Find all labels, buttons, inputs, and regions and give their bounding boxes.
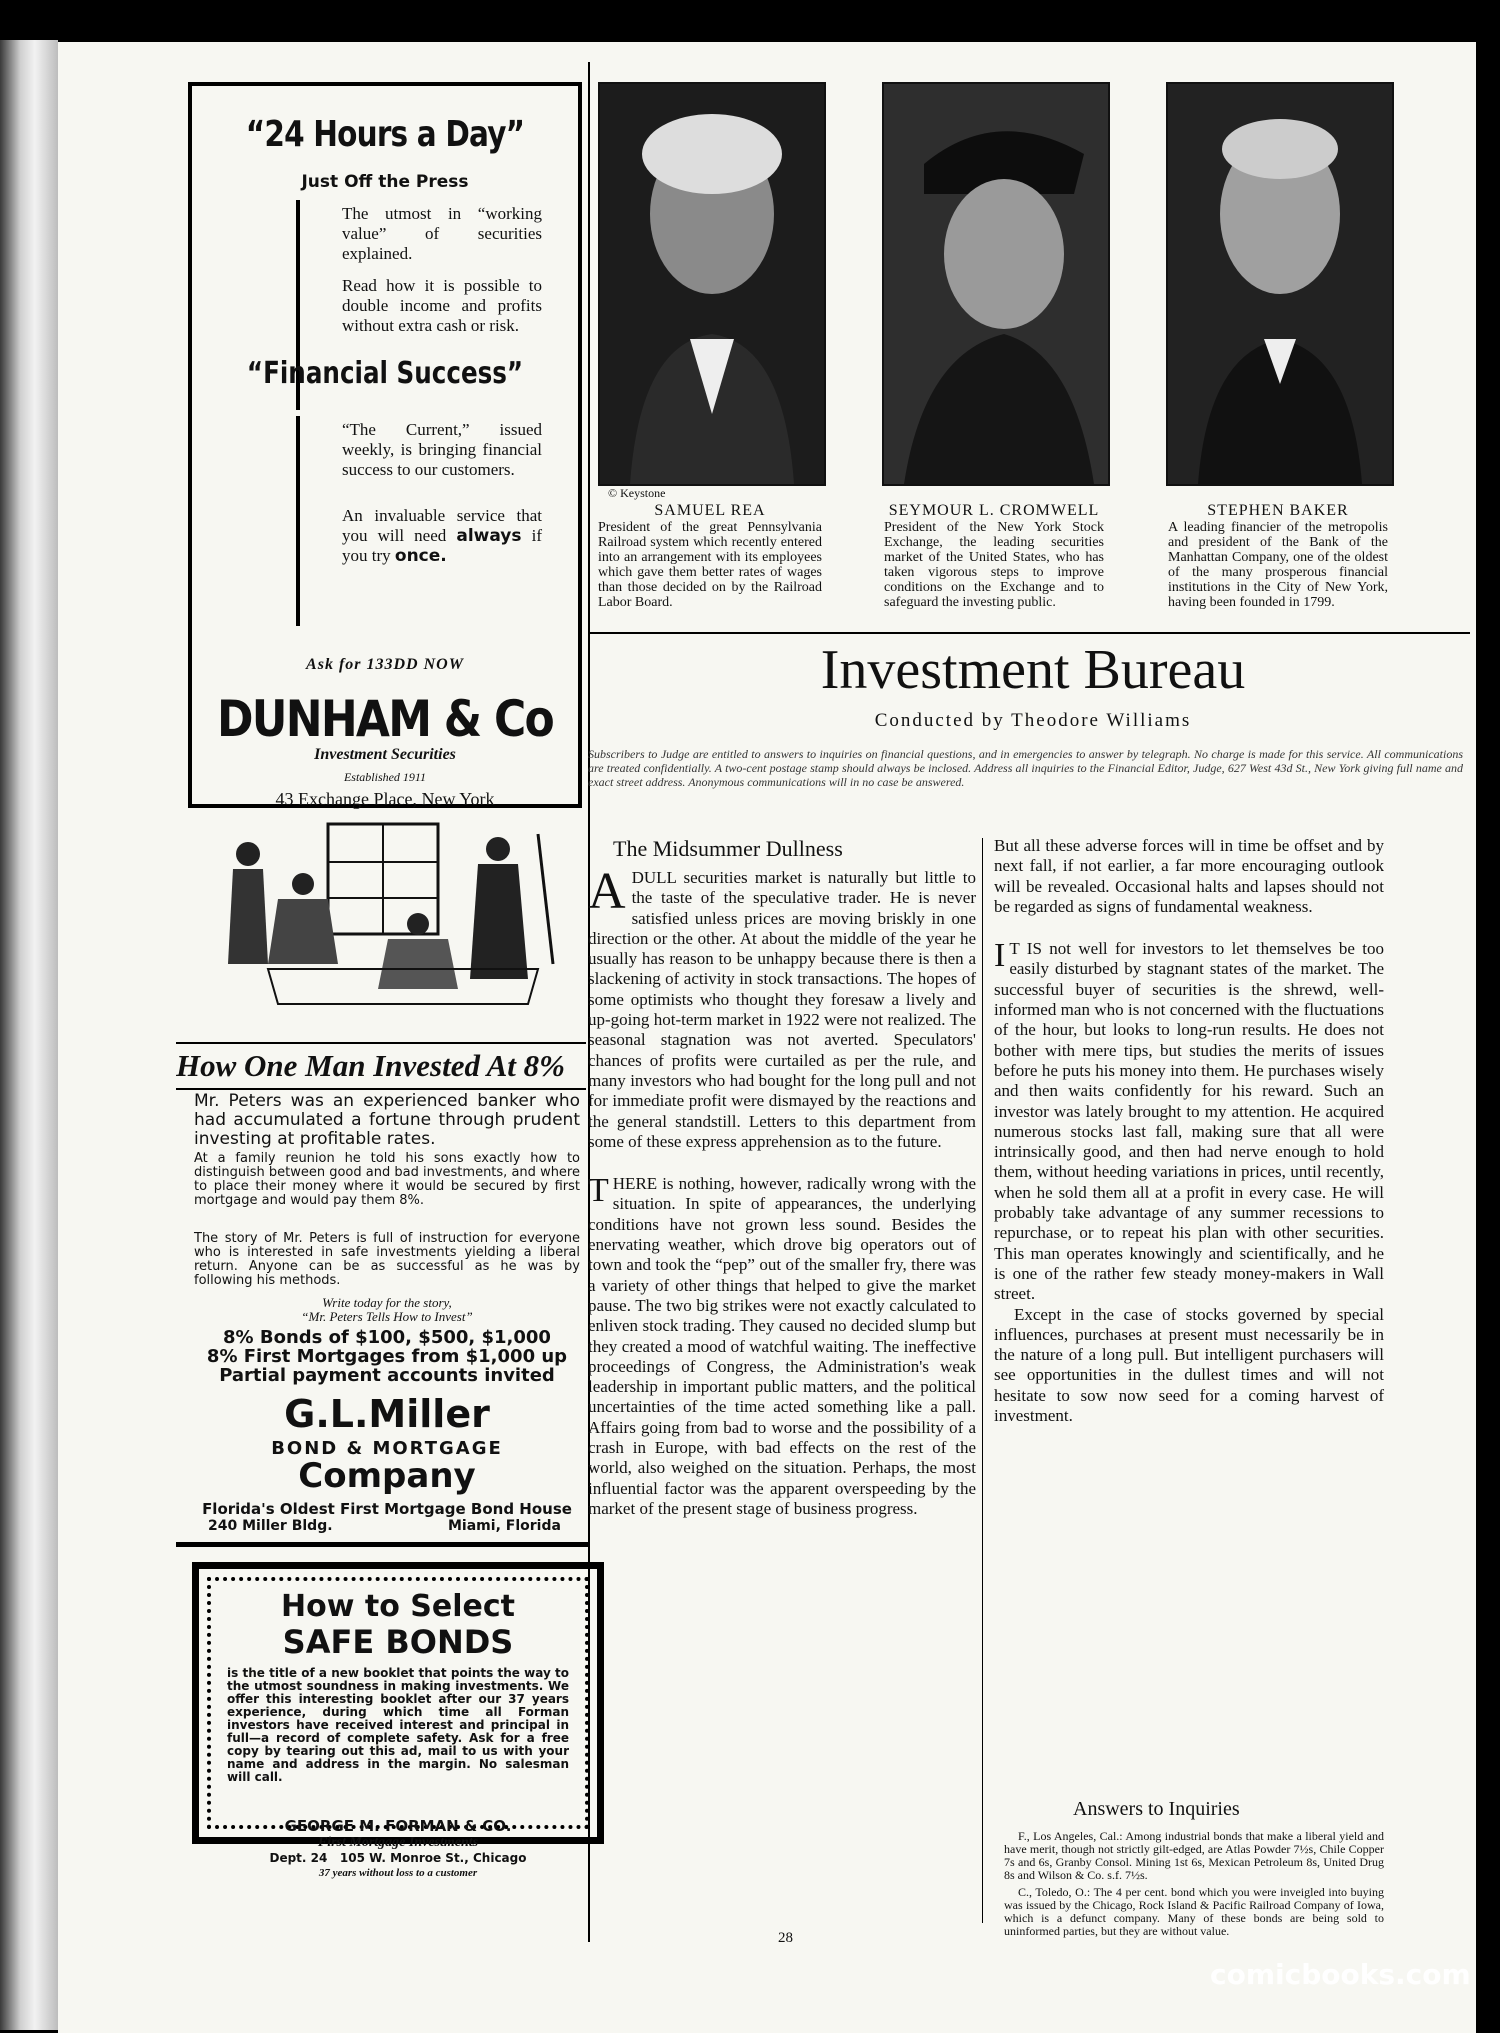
portrait-name: SAMUEL REA — [654, 502, 766, 519]
ad-paragraph: “The Current,” issued weekly, is bringing financial success to our customers. — [342, 420, 542, 479]
portrait-name: STEPHEN BAKER — [1207, 502, 1349, 519]
photo-credit: © Keystone — [608, 486, 666, 500]
ad-offer: Partial payment accounts invited — [219, 1365, 555, 1386]
ad-subtitle: Just Off the Press — [301, 172, 469, 192]
article-column — [588, 863, 976, 1519]
portrait-name: SEYMOUR L. CROMWELL — [888, 502, 1100, 519]
company-subtitle: First Mortgage Investments — [317, 1835, 479, 1850]
magazine-page — [58, 42, 1476, 2033]
book-spine — [0, 40, 58, 2030]
company-logo: DUNHAM & Co — [217, 690, 553, 748]
company-address: 240 Miller Bldg. — [208, 1518, 333, 1534]
company-subtitle: Investment Securities — [314, 746, 456, 763]
paragraph-text: T IS not well for investors to let themselves be too easily disturbed by stagnant states of the market. The successful buyer of securities is the shrewd, well-informed man who is not concerned with the fluctuations of the hour, but looks to long-run results. He does not bother with mere tips, but studies the merits of issues before he puts his money into them. He purchases wisely and then waits confidently for his reward. Such an investor was lately brought to my attention. He acquired numerous stocks last fall, making sure that all were intrinsically good, and then had nerve enough to hold them, without heeding variations in prices, until recently, when he sold them all at a profit in every case. He will probably take advantage of any summer recessions to repurchase, or to repeat his plan with other securities. This man operates knowingly and scientifically, and he is one of the rather few steady money-makers in Wall street. — [994, 939, 1384, 1304]
family-illustration — [208, 814, 568, 1014]
company-name: G.L.Miller — [284, 1392, 490, 1436]
ad-paragraph: The story of Mr. Peters is full of instruction for everyone who is interested in safe investments yielding a liberal return. Anyone can be as successful as he was by following his methods. — [194, 1231, 580, 1288]
ad-write-line: Write today for the story, — [322, 1295, 452, 1310]
portrait-photo — [598, 82, 826, 486]
company-address: 43 Exchange Place, New York — [275, 789, 495, 809]
page-number: 28 — [778, 1930, 793, 1946]
ad-paragraph: The utmost in “working value” of securities explained. — [342, 204, 542, 263]
company-name: BOND & MORTGAGE — [271, 1438, 503, 1459]
ad-text-bold: always — [456, 526, 522, 546]
company-tagline: Florida's Oldest First Mortgage Bond House — [202, 1500, 572, 1518]
article-paragraph — [588, 863, 976, 1152]
ad-call-to-action: Ask for 133DD NOW — [306, 656, 464, 673]
ad-paragraph: At a family reunion he told his sons exactly how to distinguish between good and bad investments, and where to place their money where it would be secured by first mortgage and would pay them 8%. — [194, 1151, 580, 1208]
company-name: Company — [298, 1456, 476, 1496]
answer-item: C., Toledo, O.: The 4 per cent. bond which you were inveigled into buying was issued by the Chicago, Rock Island & Pacific Railroad Company of Iowa, which is a defunct company. Many of these bonds are being sold to uninformed parties, but they are without value. — [1004, 1885, 1384, 1938]
divider — [176, 1542, 590, 1547]
paragraph-text: DULL securities market is naturally but little to the taste of the speculative trader. He is never satisfied unless prices are moving briskly in one direction or the other. At about the middle of the year he usually has reason to be unhappy because there is then a slackening of activity in stock transactions. The hopes of some optimists who thought they foresaw a lively and up-going hot-term market in 1922 were not realized. The seasonal stagnation was not averted. Speculators' chances of profits were curtailed as per the rule, and many investors who had bought for the long pull and not for immediate profit were dismayed by the reactions and the general standstill. Letters to this department from some of these express apprehension as to the future. — [588, 868, 976, 1151]
ad-forman — [192, 1562, 604, 1879]
ad-text: if you try — [342, 526, 543, 565]
company-city: Miami, Florida — [448, 1518, 561, 1534]
portrait-caption: President of the great Pennsylvania Railroad system which recently entered into an arrangement with its employees which gave them better rates of wages than those decided on by the Railroad Labor Board. — [598, 520, 822, 610]
article-paragraph — [994, 939, 1384, 1304]
ad-title: How to Select — [281, 1589, 515, 1624]
ad-paragraph: Read how it is possible to double income and profits without extra cash or risk. — [342, 276, 542, 335]
drop-cap: A — [588, 863, 626, 920]
portrait-caption: President of the New York Stock Exchange, the leading securities market of the United States, who has taken vigorous steps to improve conditions on the Exchange and to safeguard the investing public. — [884, 520, 1104, 610]
portrait-photo — [1166, 82, 1394, 486]
drop-cap: T — [588, 1172, 609, 1210]
article-title: The Midsummer Dullness — [613, 836, 843, 861]
article-paragraph: Except in the case of stocks governed by special influences, purchases at present must necessarily be in the nature of a long pull. But intelligent purchasers will see opportunities in the dullest times and will not hesitate to sow now seed for a coming harvest of investment. — [994, 1304, 1384, 1426]
ad-text: An invaluable service that you will need — [342, 506, 542, 545]
ad-paragraph: Mr. Peters was an experienced banker who had accumulated a fortune through prudent investing at profitable rates. — [194, 1091, 580, 1149]
ad-story-title: “Mr. Peters Tells How to Invest” — [301, 1309, 473, 1324]
ad-title: SAFE BONDS — [282, 1623, 514, 1661]
section-heading: Investment Bureau — [820, 639, 1246, 701]
dotted-border — [207, 1577, 589, 1879]
editor-note: Subscribers to Judge are entitled to answers to inquiries on financial questions, and in emergencies to answer by telegraph. No charge is made for this service. All communications are treated confidentially. A two-cent postage stamp should always be inclosed. Address all inquiries to the Financial Editor, Judge, 627 West 43d St., New York giving full name and exact street address. Anonymous communications will in no case be answered. — [588, 747, 1463, 789]
portrait-photo — [882, 82, 1110, 486]
company-name: GEORGE M. FORMAN & CO. — [284, 1817, 512, 1835]
paragraph-text: HERE is nothing, however, radically wrong with the situation. In spite of appearances, the underlying conditions have not grown less sound. Besides the enervating weather, which drove big operators out of town and took the “pep” out of the smaller fry, there was a variety of other things that helped to give the market pause. The two big strikes were not exactly calculated to enliven stock trading. They caused no decided slump but they created a mood of watchful waiting. The ineffective proceedings of Congress, the Administration's weak leadership in important public matters, and the political uncertainties of the time acted something like a pall. Affairs going from bad to worse and the possibility of a crash in Europe, with bad effects on the rest of the world, also weighed on the situation. Perhaps, the most influential factor was the apparent overspeeding by the market of the present stage of business progress. — [588, 1174, 976, 1518]
answer-item: F., Los Angeles, Cal.: Among industrial bonds that make a liberal yield and have merit, though not strictly gilt-edged, are Atlas Powder 7½s, Chile Copper 7s and 6s, Granby Consol. Mining 1st 6s, Mexican Petroleum 8s, United Drug 8s and Wilson & Co. s.f. 7½s. — [1004, 1829, 1384, 1882]
column-rule — [982, 838, 983, 1923]
drop-cap: I — [994, 937, 1006, 975]
article-paragraph: But all these adverse forces will in time be offset and by next fall, if not earlier, a far more encouraging outlook will be revealed. Occasional halts and lapses should not be regarded as signs of fundamental weakness. — [994, 836, 1384, 916]
ad-title-2: “Financial Success” — [246, 356, 524, 391]
ad-body: is the title of a new booklet that points the way to the utmost soundness in making investments. We offer this interesting booklet after our 37 years experience, during which time all Forman investors have received interest and principal in full—a record of complete safety. Ask for a free copy by tearing out this ad, mail to us with your name and address in the margin. No salesman will call. — [227, 1666, 569, 1784]
answers-title: Answers to Inquiries — [1073, 1798, 1240, 1820]
company-address: Dept. 24 105 W. Monroe St., Chicago — [269, 1851, 527, 1865]
established: Established 1911 — [343, 770, 427, 784]
ad-headline: How One Man Invested At 8% — [176, 1042, 586, 1090]
portrait-caption: A leading financier of the metropolis and president of the Bank of the Manhattan Company, one of the oldest of the many prosperous financial institutions in the City of New York, having been founded in 1799. — [1168, 520, 1388, 610]
divider — [590, 632, 1470, 634]
ad-offer: 8% First Mortgages from $1,000 up — [206, 1346, 568, 1367]
byline: Conducted by Theodore Williams — [874, 710, 1192, 731]
ad-dunham — [188, 82, 582, 808]
rule — [296, 416, 300, 626]
ad-title: “24 Hours a Day” — [245, 114, 525, 155]
ad-paragraph — [342, 506, 542, 566]
ad-offer: 8% Bonds of $100, $500, $1,000 — [223, 1327, 551, 1348]
ad-text-bold: once. — [394, 546, 447, 566]
watermark: comicbooks.com — [1210, 1958, 1471, 1991]
article-paragraph — [588, 1174, 976, 1519]
article-column — [994, 836, 1384, 1426]
company-motto: 37 years without loss to a customer — [318, 1867, 478, 1879]
